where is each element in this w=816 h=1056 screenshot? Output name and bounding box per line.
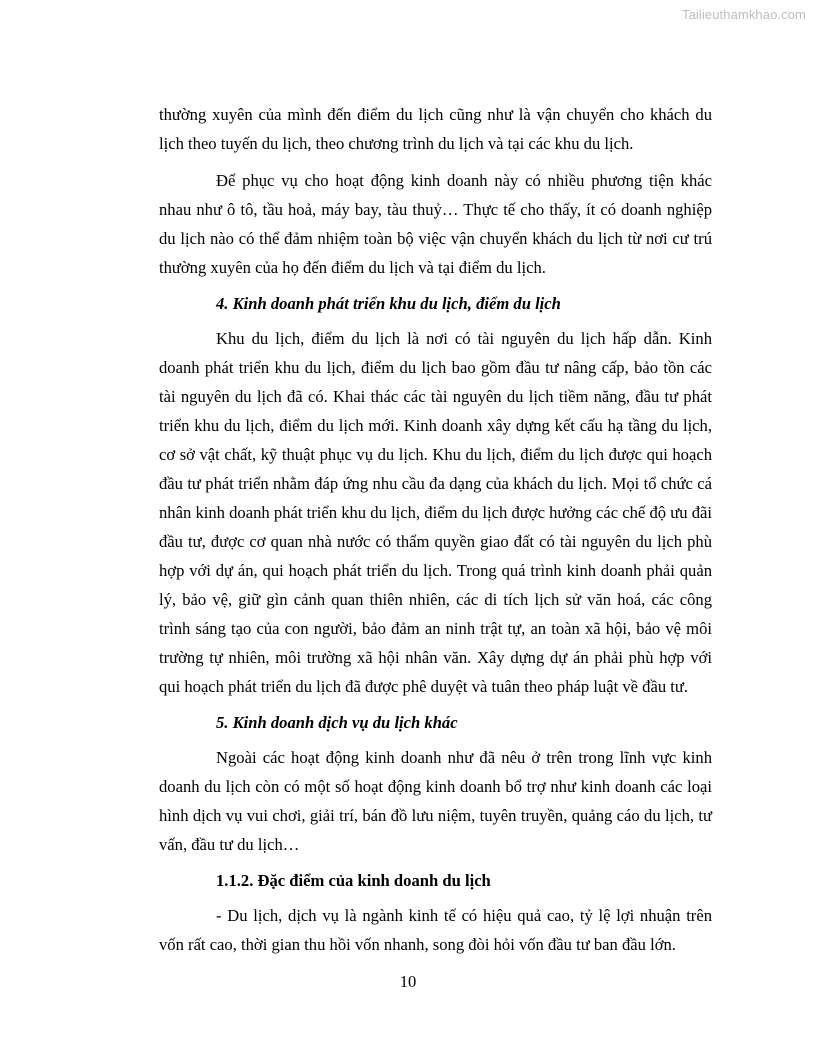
paragraph-transport-continued: thường xuyên của mình đến điểm du lịch cũng như là vận chuyển cho khách du lịch theo tuyến du lịch, theo chương trình du lịch và tại các khu du lịch. <box>159 105 712 153</box>
paragraph-characteristics: - Du lịch, dịch vụ là ngành kinh tế có hiệu quả cao, tỷ lệ lợi nhuận trên vốn rất cao, thời gian thu hồi vốn nhanh, song đòi hỏi vốn đầu tư ban đầu lớn. <box>159 906 712 954</box>
heading-1-1-2: 1.1.2. Đặc điểm của kinh doanh du lịch <box>216 871 491 890</box>
watermark: Tailieuthamkhao.com <box>681 7 806 22</box>
paragraph-other-services: Ngoài các hoạt động kinh doanh như đã nêu ở trên trong lĩnh vực kinh doanh du lịch còn có một số hoạt động kinh doanh bổ trợ như kinh doanh các loại hình dịch vụ vui chơi, giải trí, bán đồ lưu niệm, tuyên truyền, quảng cáo du lịch, tư vấn, đầu tư du lịch… <box>159 748 712 854</box>
document-body <box>159 100 712 959</box>
page-number: 10 <box>399 972 417 991</box>
paragraph-transport-vehicles: Để phục vụ cho hoạt động kinh doanh này có nhiều phương tiện khác nhau như ô tô, tầu hoả, máy bay, tàu thuỷ… Thực tế cho thấy, ít có doanh nghiệp du lịch nào có thể đảm nhiệm toàn bộ việc vận chuyển khách du lịch từ nơi cư trú thường xuyên của họ đến điểm du lịch và tại điểm du lịch. <box>159 171 712 277</box>
heading-section-5: 5. Kinh doanh dịch vụ du lịch khác <box>216 713 458 732</box>
paragraph-tourism-area-development: Khu du lịch, điểm du lịch là nơi có tài nguyên du lịch hấp dẫn. Kinh doanh phát triển khu du lịch, điểm du lịch bao gồm đầu tư nâng cấp, bảo tồn các tài nguyên du lịch đã có. Khai thác các tài nguyên du lịch tiềm năng, đầu tư phát triển khu du lịch, điểm du lịch mới. Kinh doanh xây dựng kết cấu hạ tầng du lịch, cơ sở vật chất, kỹ thuật phục vụ du lịch. Khu du lịch, điểm du lịch được qui hoạch đầu tư phát triển nhằm đáp ứng nhu cầu đa dạng của khách du lịch. Mọi tổ chức cá nhân kinh doanh phát triển khu du lịch, điểm du lịch được hưởng các chế độ ưu đãi đầu tư, được cơ quan nhà nước có thẩm quyền giao đất có tài nguyên du lịch phù hợp với dự án, qui hoạch phát triển du lịch. Trong quá trình kinh doanh phải quản lý, bảo vệ, giữ gìn cảnh quan thiên nhiên, các di tích lịch sử văn hoá, các công trình sáng tạo của con người, bảo đảm an ninh trật tự, an toàn xã hội, bảo vệ môi trường tự nhiên, môi trường xã hội nhân văn. Xây dựng dự án phải phù hợp với qui hoạch phát triển du lịch đã được phê duyệt và tuân theo pháp luật về đầu tư. <box>159 329 712 696</box>
heading-section-4: 4. Kinh doanh phát triển khu du lịch, điểm du lịch <box>216 294 561 313</box>
